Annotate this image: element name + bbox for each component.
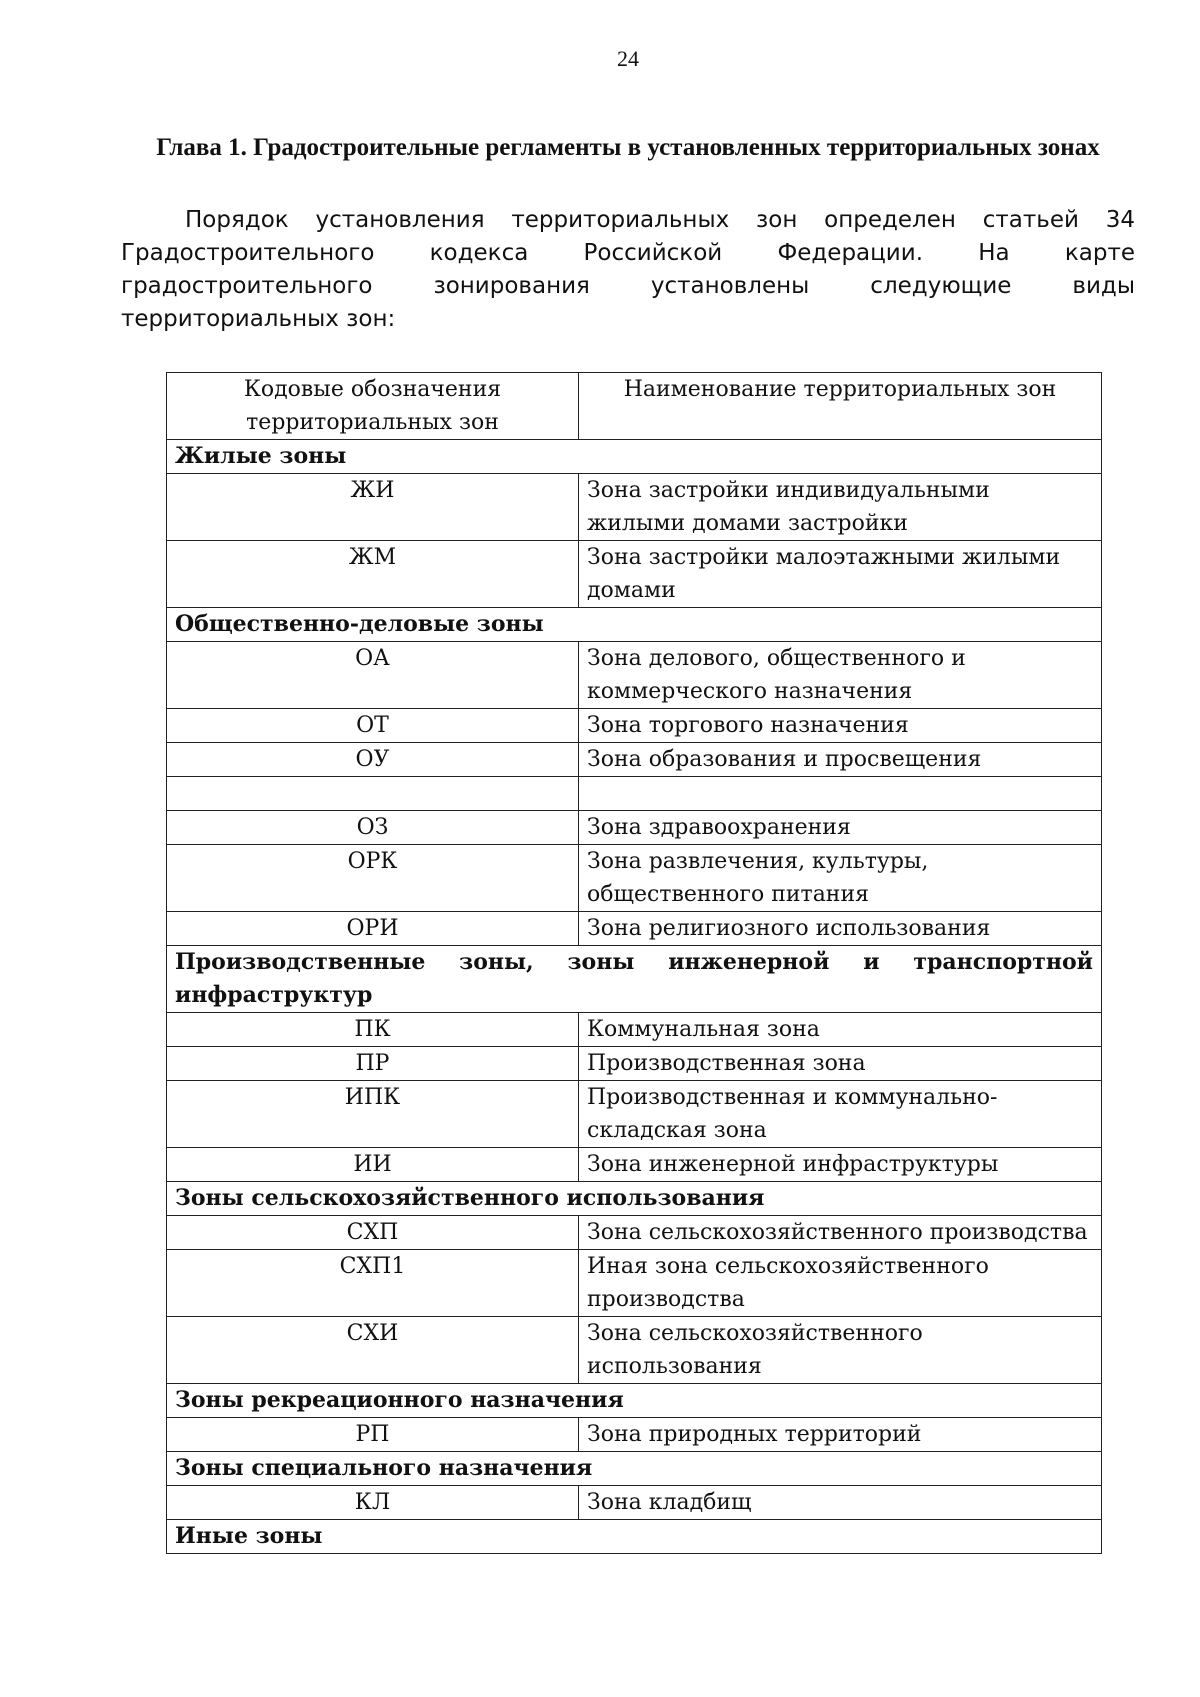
zone-code — [167, 777, 579, 811]
zones-table — [166, 372, 1102, 1554]
zone-code: КЛ — [167, 1486, 579, 1520]
zone-code: СХП — [167, 1216, 579, 1250]
page-number: 24 — [617, 46, 639, 71]
table-row — [167, 1148, 1102, 1182]
table-row — [167, 541, 1102, 608]
zone-code: ОУ — [167, 743, 579, 777]
section-title: Производственные зоны, зоны инженерной и транспортной инфраструктур — [167, 946, 1102, 1013]
zone-name: Зона сельскохозяйственного использования — [579, 1317, 1102, 1384]
zone-name: Зона сельскохозяйственного производства — [579, 1216, 1102, 1250]
chapter-title: Глава 1. Градостроительные регламенты в установленных территориальных зонах — [156, 134, 1100, 161]
zone-name — [579, 777, 1102, 811]
section-title: Зоны рекреационного назначения — [167, 1384, 1102, 1418]
section-title: Зоны сельскохозяйственного использования — [167, 1182, 1102, 1216]
zone-name: Зона торгового назначения — [579, 709, 1102, 743]
zone-code: ИИ — [167, 1148, 579, 1182]
zone-name: Зона образования и просвещения — [579, 743, 1102, 777]
section-row — [167, 608, 1102, 642]
zone-name: Зона застройки индивидуальными жилыми домами застройки — [579, 474, 1102, 541]
zone-code: ОРИ — [167, 912, 579, 946]
zone-name: Зона делового, общественного и коммерческого назначения — [579, 642, 1102, 709]
table-row — [167, 1013, 1102, 1047]
zone-name: Производственная и коммунально-складская зона — [579, 1081, 1102, 1148]
table-row — [167, 1418, 1102, 1452]
section-row — [167, 1182, 1102, 1216]
table-row — [167, 743, 1102, 777]
zone-name: Зона кладбищ — [579, 1486, 1102, 1520]
table-row — [167, 1047, 1102, 1081]
table-row — [167, 1081, 1102, 1148]
table-row — [167, 811, 1102, 845]
section-title: Зоны специального назначения — [167, 1452, 1102, 1486]
zone-code: ОА — [167, 642, 579, 709]
zone-code: ПР — [167, 1047, 579, 1081]
zone-name: Зона религиозного использования — [579, 912, 1102, 946]
zone-name: Зона здравоохранения — [579, 811, 1102, 845]
table-row — [167, 1486, 1102, 1520]
table-row — [167, 777, 1102, 811]
section-title: Жилые зоны — [167, 440, 1102, 474]
column-header-name: Наименование территориальных зон — [579, 373, 1102, 440]
zone-name: Зона застройки малоэтажными жилыми домами — [579, 541, 1102, 608]
zone-code: ПК — [167, 1013, 579, 1047]
section-row — [167, 1520, 1102, 1554]
zone-code: ЖМ — [167, 541, 579, 608]
section-title: Иные зоны — [167, 1520, 1102, 1554]
zone-name: Зона природных территорий — [579, 1418, 1102, 1452]
zone-name: Производственная зона — [579, 1047, 1102, 1081]
section-row — [167, 440, 1102, 474]
zone-code: РП — [167, 1418, 579, 1452]
zone-code: ОРК — [167, 845, 579, 912]
section-title: Общественно-деловые зоны — [167, 608, 1102, 642]
table-row — [167, 1250, 1102, 1317]
table-row — [167, 709, 1102, 743]
section-row — [167, 1384, 1102, 1418]
table-row — [167, 1317, 1102, 1384]
zone-name: Зона развлечения, культуры, общественного питания — [579, 845, 1102, 912]
intro-paragraph: Порядок установления территориальных зон определен статьей 34 Градостроительного кодекса Российской Федерации. На карте градостроительного зонирования установлены следующие виды территориальных зон: — [121, 207, 1135, 332]
table-row — [167, 912, 1102, 946]
section-row — [167, 946, 1102, 1013]
table-row — [167, 845, 1102, 912]
zone-name: Зона инженерной инфраструктуры — [579, 1148, 1102, 1182]
zone-code: ОТ — [167, 709, 579, 743]
section-row — [167, 1452, 1102, 1486]
column-header-code: Кодовые обозначения территориальных зон — [167, 373, 579, 440]
zone-code: СХП1 — [167, 1250, 579, 1317]
zone-name: Иная зона сельскохозяйственного производства — [579, 1250, 1102, 1317]
zone-name: Коммунальная зона — [579, 1013, 1102, 1047]
zone-code: ЖИ — [167, 474, 579, 541]
table-header-row — [167, 373, 1102, 440]
zone-code: ИПК — [167, 1081, 579, 1148]
table-row — [167, 642, 1102, 709]
table-row — [167, 474, 1102, 541]
table-row — [167, 1216, 1102, 1250]
zone-code: СХИ — [167, 1317, 579, 1384]
zone-code: ОЗ — [167, 811, 579, 845]
